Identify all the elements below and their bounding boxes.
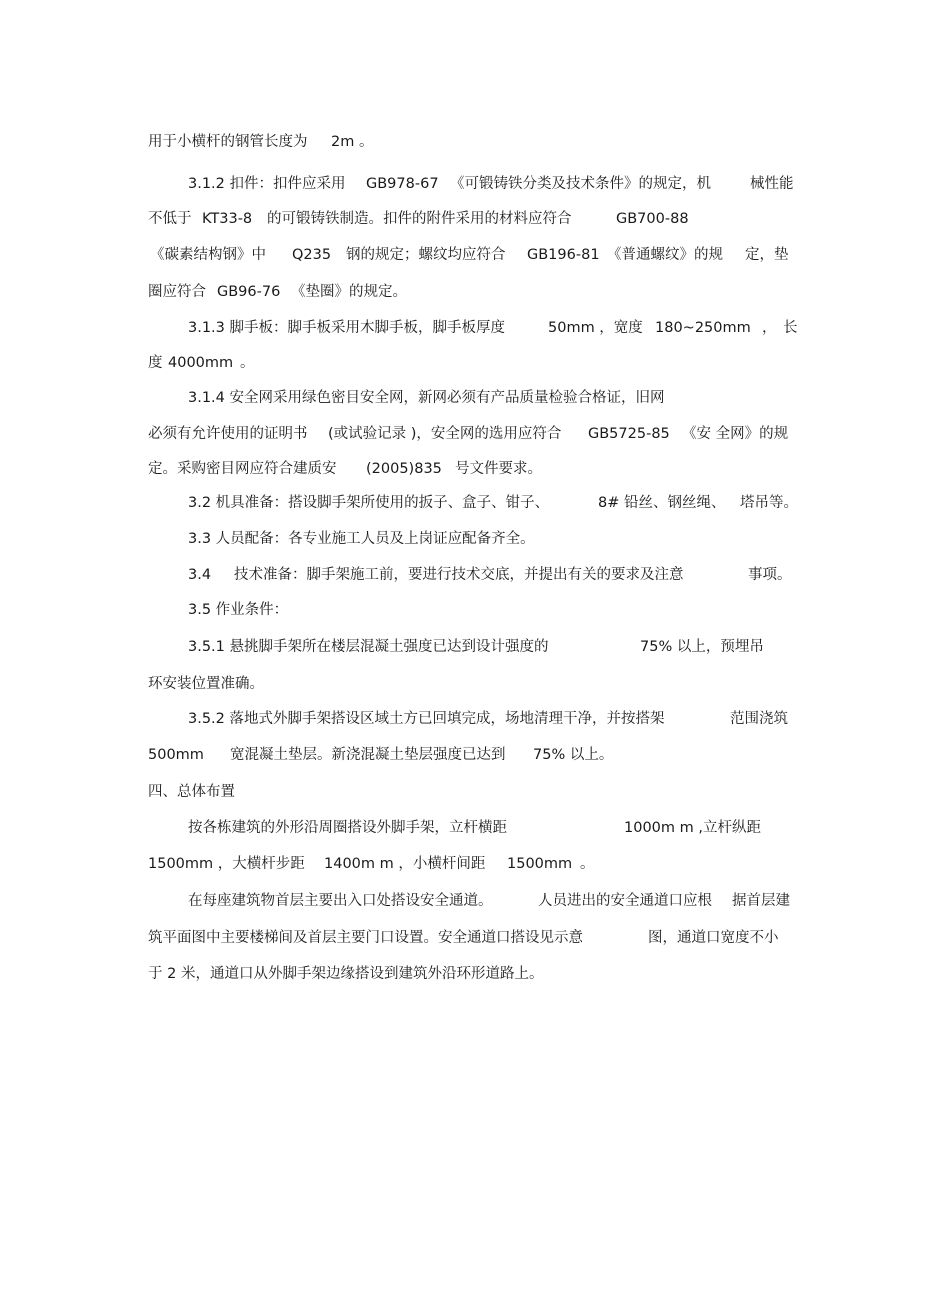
text-segment: 3.4	[188, 567, 212, 583]
text-segment: 在每座建筑物首层主要出入口处搭设安全通道。	[188, 893, 493, 909]
text-segment: 范围浇筑	[730, 711, 788, 727]
text-segment: Q235	[292, 247, 332, 263]
text-segment: 《可锻铸铁分类及技术条件》的规定，机	[450, 176, 711, 192]
text-segment: KT33-8	[202, 211, 253, 227]
text-segment: 定，垫	[745, 247, 789, 263]
text-segment: 《普通螺纹》的规	[607, 247, 723, 263]
text-segment: 8# 铅丝、钢丝绳、	[598, 495, 726, 511]
text-segment: 《碳素结构钢》中	[150, 247, 266, 263]
text-segment: 3.5.2 落地式外脚手架搭设区域土方已回填完成，场地清理干净，并按搭架	[188, 711, 665, 727]
text-segment: 2m 。	[331, 134, 374, 150]
text-segment: 号文件要求。	[455, 461, 542, 477]
text-segment: 《垫圈》的规定。	[291, 284, 407, 300]
text-segment: 按各栋建筑的外形沿周圈搭设外脚手架，立杆横距	[188, 820, 507, 836]
text-segment: 3.1.2 扣件：扣件应采用	[188, 176, 346, 192]
text-segment: 图，通道口宽度不小	[648, 930, 779, 946]
text-segment: GB196-81	[527, 247, 600, 263]
text-segment: 3.1.3 脚手板：脚手板采用木脚手板，脚手板厚度	[188, 320, 506, 336]
text-segment: 的可锻铸铁制造。扣件的附件采用的材料应符合	[267, 211, 572, 227]
text-segment: 1400m m ，小横杆间距	[324, 856, 486, 872]
text-segment: 不低于	[148, 211, 192, 227]
text-segment: 3.5.1 悬挑脚手架所在楼层混凝土强度已达到设计强度的	[188, 639, 549, 655]
text-segment: 事项。	[748, 567, 792, 583]
text-segment: 75% 以上，预埋吊	[640, 639, 764, 655]
text-segment: 50mm ，宽度	[548, 320, 643, 336]
text-segment: 1000m m ,立杆纵距	[624, 820, 761, 836]
text-segment: 4000mm	[168, 355, 234, 371]
text-segment: 用于小横杆的钢管长度为	[148, 134, 308, 150]
text-segment: GB700-88	[616, 211, 689, 227]
text-segment: 。	[580, 856, 595, 872]
text-segment: 于 2 米，通道口从外脚手架边缘搭设到建筑外沿环形道路上。	[148, 966, 544, 982]
text-segment: 圈应符合	[148, 284, 206, 300]
text-segment: 环安装位置准确。	[148, 676, 264, 692]
text-segment: ，	[762, 320, 777, 336]
text-segment: 3.2 机具准备：搭设脚手架所使用的扳子、盒子、钳子、	[188, 495, 550, 511]
text-segment: 塔吊等。	[740, 495, 798, 511]
text-segment: 必须有允许使用的证明书	[148, 426, 308, 442]
text-segment: GB5725-85	[588, 426, 670, 442]
text-segment: 180~250mm	[655, 320, 751, 336]
text-segment: 人员进出的安全通道口应根	[538, 893, 712, 909]
text-segment: 3.5 作业条件：	[188, 602, 289, 618]
text-segment: (或试验记录 )，安全网的选用应符合	[328, 426, 562, 442]
text-segment: 1500mm ，大横杆步距	[148, 856, 305, 872]
text-segment: 3.3 人员配备：各专业施工人员及上岗证应配备齐全。	[188, 531, 535, 547]
text-segment: 钢的规定；螺纹均应符合	[346, 247, 506, 263]
text-segment: 500mm	[148, 747, 204, 763]
text-segment: 《安 全网》的规	[682, 426, 789, 442]
text-segment: (2005)835	[366, 461, 442, 477]
text-segment: 1500mm	[507, 856, 573, 872]
text-segment: 筑平面图中主要楼梯间及首层主要门口设置。安全通道口搭设见示意	[148, 930, 583, 946]
text-segment: 度	[148, 355, 163, 371]
text-segment: 据首层建	[732, 893, 790, 909]
text-segment: 技术准备：脚手架施工前，要进行技术交底，并提出有关的要求及注意	[234, 567, 684, 583]
text-segment: GB96-76	[217, 284, 281, 300]
text-segment: 定。采购密目网应符合建质安	[148, 461, 337, 477]
text-segment: 械性能	[750, 176, 794, 192]
text-segment: 75% 以上。	[533, 747, 614, 763]
text-segment: 。	[240, 355, 255, 371]
text-segment: 宽混凝土垫层。新浇混凝土垫层强度已达到	[230, 747, 506, 763]
text-segment: 3.1.4 安全网采用绿色密目安全网，新网必须有产品质量检验合格证，旧网	[188, 390, 665, 406]
text-segment: 长	[783, 320, 798, 336]
text-segment: 四、总体布置	[148, 784, 235, 800]
text-segment: GB978-67	[366, 176, 439, 192]
